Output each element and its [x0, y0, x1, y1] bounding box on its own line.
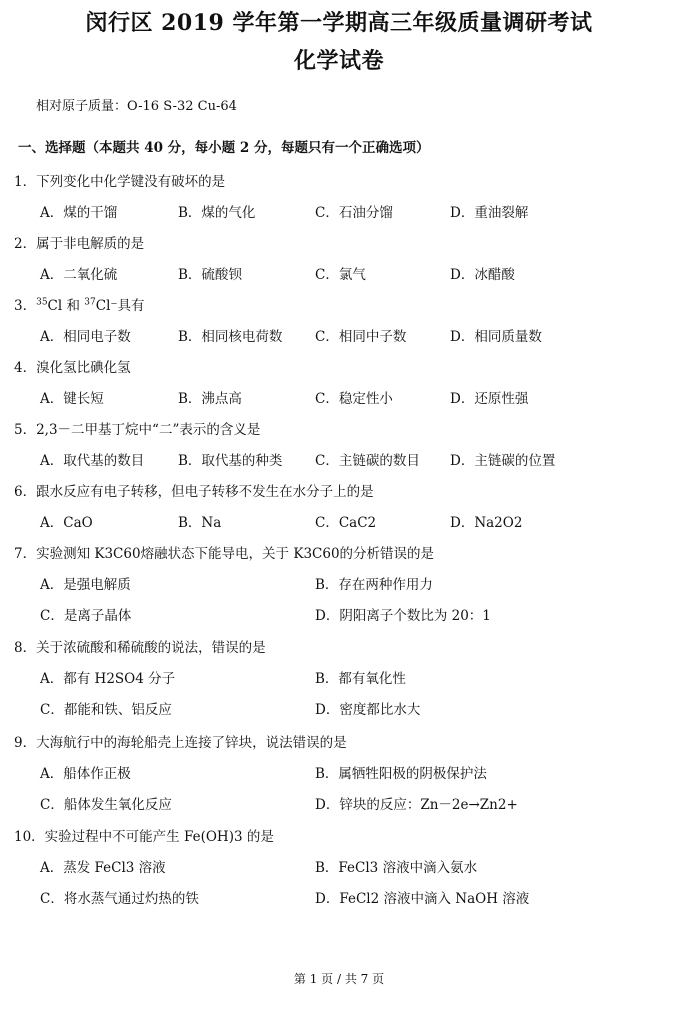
- atomic-mass-line: 相对原子质量：O-16 S-32 Cu-64: [36, 99, 237, 114]
- option-d: D．阴阳离子个数比为 20：1: [315, 608, 491, 624]
- option-d: D．冰醋酸: [450, 267, 515, 283]
- question-stem: 9．大海航行中的海轮船壳上连接了锌块，说法错误的是: [14, 735, 347, 751]
- exam-title: 闵行区 2019 学年第一学期高三年级质量调研考试: [85, 10, 593, 36]
- option-a: A．都有 H2SO4 分子: [40, 671, 176, 687]
- option-c: C．稳定性小: [315, 391, 393, 407]
- option-c: C．主链碳的数目: [315, 453, 420, 469]
- option-b: B．相同核电荷数: [178, 329, 283, 345]
- option-b: B．Na: [178, 515, 222, 531]
- option-d: D．密度都比水大: [315, 702, 421, 718]
- option-c: C．是离子晶体: [40, 608, 132, 624]
- option-b: B．取代基的种类: [178, 453, 283, 469]
- question-stem: 1．下列变化中化学键没有破坏的是: [14, 174, 226, 190]
- option-b: B．沸点高: [178, 391, 242, 407]
- option-b: B．都有氧化性: [315, 671, 406, 687]
- question-stem: 4．溴化氢比碘化氢: [14, 360, 131, 376]
- question-stem: 8．关于浓硫酸和稀硫酸的说法，错误的是: [14, 640, 266, 656]
- question-stem: 7．实验测知 K3C60熔融状态下能导电，关于 K3C60的分析错误的是: [14, 546, 435, 562]
- option-a: A．CaO: [40, 515, 93, 531]
- option-a: A．蒸发 FeCl3 溶液: [40, 860, 166, 876]
- exam-subtitle: 化学试卷: [293, 48, 384, 74]
- option-c: C．相同中子数: [315, 329, 407, 345]
- option-a: A．船体作正极: [40, 766, 131, 782]
- option-a: A．相同电子数: [40, 329, 131, 345]
- option-b: B．存在两种作用力: [315, 577, 433, 593]
- option-a: A．煤的干馏: [40, 205, 118, 221]
- option-a: A．二氧化硫: [40, 267, 118, 283]
- question-stem: 6．跟水反应有电子转移，但电子转移不发生在水分子上的是: [14, 484, 374, 500]
- option-d: D．FeCl2 溶液中滴入 NaOH 溶液: [315, 891, 530, 907]
- question-stem: 2．属于非电解质的是: [14, 236, 145, 252]
- option-b: B．煤的气化: [178, 205, 256, 221]
- option-c: C．船体发生氧化反应: [40, 797, 172, 813]
- option-c: C．CaC2: [315, 515, 377, 531]
- option-d: D．锌块的反应：Zn－2e→Zn2+: [315, 797, 518, 813]
- option-a: A．取代基的数目: [40, 453, 145, 469]
- question-stem: 5．2,3－二甲基丁烷中“二”表示的含义是: [14, 422, 261, 438]
- option-c: C．氯气: [315, 267, 366, 283]
- option-d: D．还原性强: [450, 391, 529, 407]
- option-a: A．是强电解质: [40, 577, 131, 593]
- option-d: D．重油裂解: [450, 205, 529, 221]
- section-heading: 一、选择题（本题共 40 分，每小题 2 分，每题只有一个正确选项）: [18, 140, 430, 156]
- option-b: B．硫酸钡: [178, 267, 242, 283]
- option-b: B．属牺牲阳极的阴极保护法: [315, 766, 487, 782]
- option-c: C．都能和铁、铝反应: [40, 702, 172, 718]
- question-stem: 3．$^{35}$Cl 和 $^{37}$Cl⁻具有: [14, 297, 145, 314]
- option-d: D．主链碳的位置: [450, 453, 556, 469]
- option-d: D．Na2O2: [450, 515, 523, 531]
- option-a: A．键长短: [40, 391, 104, 407]
- option-d: D．相同质量数: [450, 329, 542, 345]
- question-stem: 10．实验过程中不可能产生 Fe(OH)3 的是: [14, 829, 274, 845]
- option-c: C．石油分馏: [315, 205, 393, 221]
- option-b: B．FeCl3 溶液中滴入氨水: [315, 860, 478, 876]
- option-c: C．将水蒸气通过灼热的铁: [40, 891, 199, 907]
- page-footer: 第 1 页 / 共 7 页: [293, 972, 385, 986]
